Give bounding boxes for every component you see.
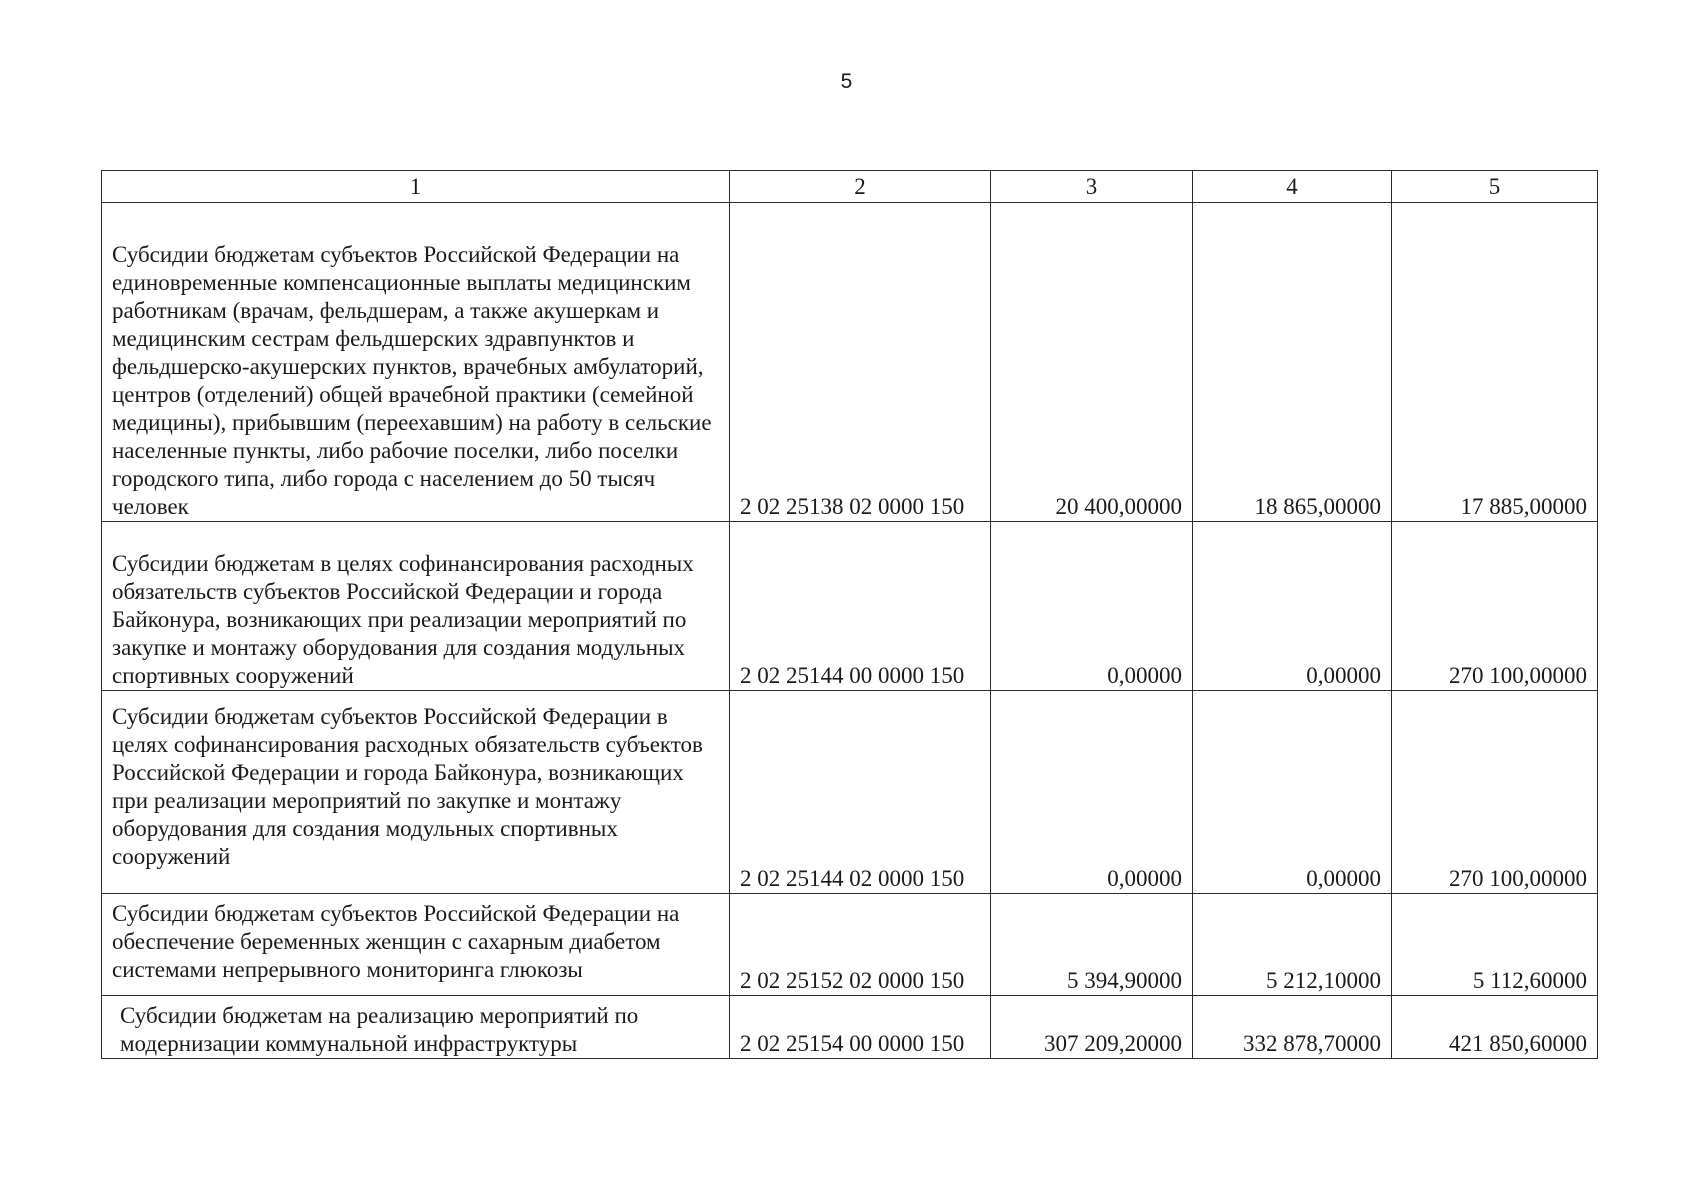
row-description-text: Субсидии бюджетам субъектов Российской Федерации на единовременные компенсационные выплаты медицинским работникам (врачам, фельдшерам, а также акушеркам и медицинским сестрам фельдшерских здравпунктов и фельдшерско-акушерских пунктов, врачебных амбулаторий, центров (отделений) общей врачебной практики (семейной медицины), прибывшим (переехавшим) на работу в сельские населенные пункты, либо рабочие поселки, либо поселки городского типа, либо города с населением до 50 тысяч человек [112,242,712,519]
row-value-col4: 0,00000 [1193,691,1392,894]
row-description-text: Субсидии бюджетам в целях софинансирования расходных обязательств субъектов Российской Федерации и города Байконура, возникающих при реализации мероприятий по закупке и монтажу оборудования для создания модульных спортивных сооружений [112,551,694,688]
row-code: 2 02 25152 02 0000 150 [730,894,991,996]
row-value-col4: 5 212,10000 [1193,894,1392,996]
row-value-col3: 0,00000 [991,522,1193,691]
header-col-3: 3 [991,171,1193,203]
header-col-5: 5 [1392,171,1598,203]
row-description [102,894,730,996]
row-code: 2 02 25144 00 0000 150 [730,522,991,691]
row-value-col5: 270 100,00000 [1392,522,1598,691]
row-value-col4: 0,00000 [1193,522,1392,691]
table-row [102,203,1598,522]
header-col-4: 4 [1193,171,1392,203]
row-value-col5: 421 850,60000 [1392,996,1598,1059]
header-col-2: 2 [730,171,991,203]
row-description-text: Субсидии бюджетам субъектов Российской Федерации на обеспечение беременных женщин с сахарным диабетом системами непрерывного мониторинга глюкозы [112,901,680,982]
header-col-1: 1 [102,171,730,203]
row-description-text: Субсидии бюджетам субъектов Российской Федерации в целях софинансирования расходных обязательств субъектов Российской Федерации и города Байконура, возникающих при реализации мероприятий по закупке и монтажу оборудования для создания модульных спортивных сооружений [112,704,703,869]
row-value-col4: 18 865,00000 [1193,203,1392,522]
row-value-col3: 0,00000 [991,691,1193,894]
row-value-col3: 20 400,00000 [991,203,1193,522]
row-description [102,203,730,522]
row-code: 2 02 25138 02 0000 150 [730,203,991,522]
row-value-col3: 307 209,20000 [991,996,1193,1059]
table-header-row [102,171,1598,203]
table-row [102,996,1598,1059]
table-row [102,691,1598,894]
row-code: 2 02 25154 00 0000 150 [730,996,991,1059]
table-row [102,894,1598,996]
budget-table [101,170,1598,1059]
row-value-col5: 270 100,00000 [1392,691,1598,894]
row-value-col5: 17 885,00000 [1392,203,1598,522]
table-row [102,522,1598,691]
row-value-col4: 332 878,70000 [1193,996,1392,1059]
row-description-text: Субсидии бюджетам на реализацию мероприятий по модернизации коммунальной инфраструктуры [120,1003,639,1056]
row-description [102,996,730,1059]
row-value-col3: 5 394,90000 [991,894,1193,996]
row-code: 2 02 25144 02 0000 150 [730,691,991,894]
row-description [102,522,730,691]
row-description [102,691,730,894]
row-value-col5: 5 112,60000 [1392,894,1598,996]
page-number: 5 [840,70,853,93]
